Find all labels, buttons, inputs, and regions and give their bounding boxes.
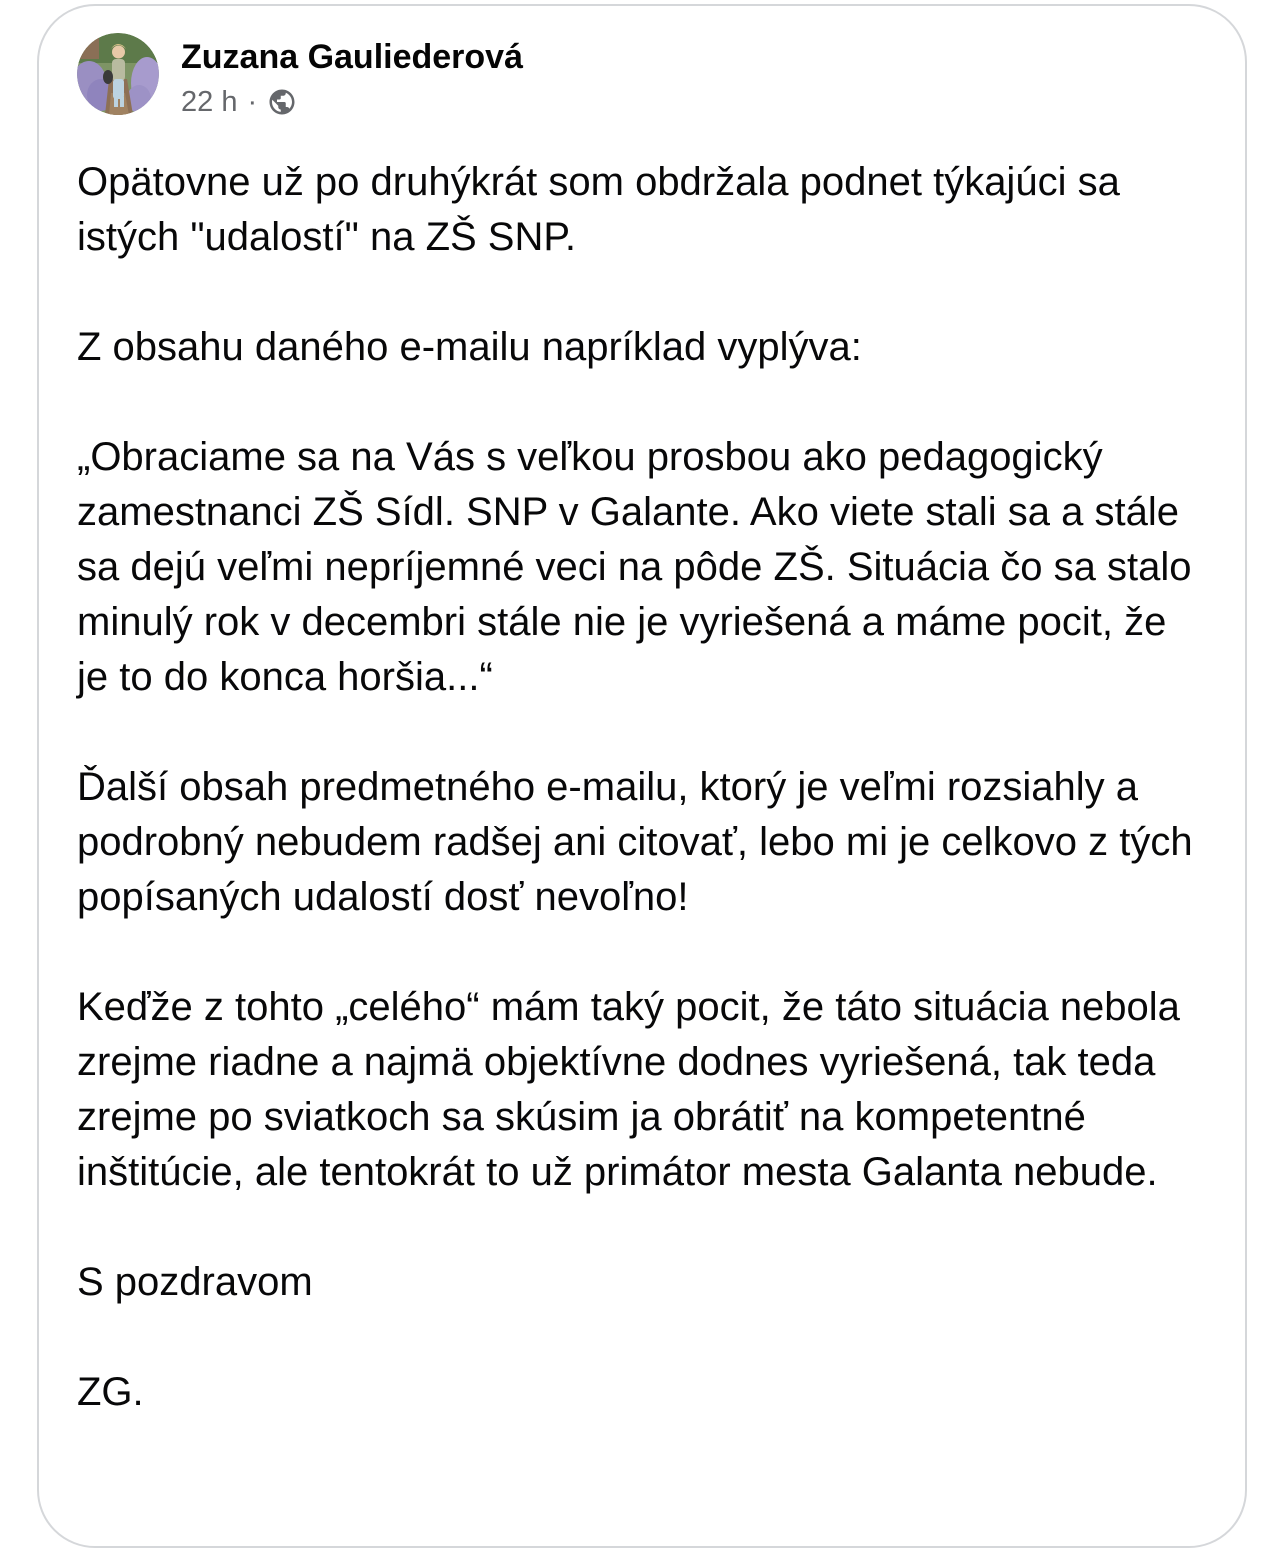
meta-separator: · [247,86,258,118]
post-paragraph: ZG. [77,1370,144,1414]
author-block [181,33,523,119]
post-text [77,155,1207,1420]
post-paragraph: S pozdravom [77,1260,313,1304]
post-paragraph: „Obraciame sa na Vás s veľkou prosbou ako pedagogický zamestnanci ZŠ Sídl. SNP v Galante. Ako viete stali sa a stále sa dejú veľmi nepríjemné veci na pôde ZŠ. Situácia čo sa stalo minulý rok v decembri stále nie je vyriešená a máme pocit, že je to do konca horšia...“ [77,435,1192,699]
post-paragraph: Opätovne už po druhýkrát som obdržala podnet týkajúci sa istých "udalostí" na ZŠ SNP. [77,160,1120,259]
post-meta [181,85,523,119]
avatar-garden-image [77,33,159,115]
post-paragraph: Ďalší obsah predmetného e-mailu, ktorý je veľmi rozsiahly a podrobný nebudem radšej ani citovať, lebo mi je celkovo z tých popísaných udalostí dosť nevoľno! [77,765,1193,919]
post-paragraph: Z obsahu daného e-mailu napríklad vyplýva: [77,325,862,369]
post-paragraph: Keďže z tohto „celého“ mám taký pocit, že táto situácia nebola zrejme riadne a najmä objektívne dodnes vyriešená, tak teda zrejme po sviatkoch sa skúsim ja obrátiť na kompetentné inštitúcie, ale tentokrát to už primátor mesta Galanta nebude. [77,985,1180,1194]
post-card [37,4,1247,1548]
post-header [77,33,1207,119]
avatar[interactable] [77,33,159,115]
timestamp[interactable]: 22 h [181,86,238,118]
author-name[interactable]: Zuzana Gauliederová [181,38,523,76]
globe-public-icon [267,87,297,117]
